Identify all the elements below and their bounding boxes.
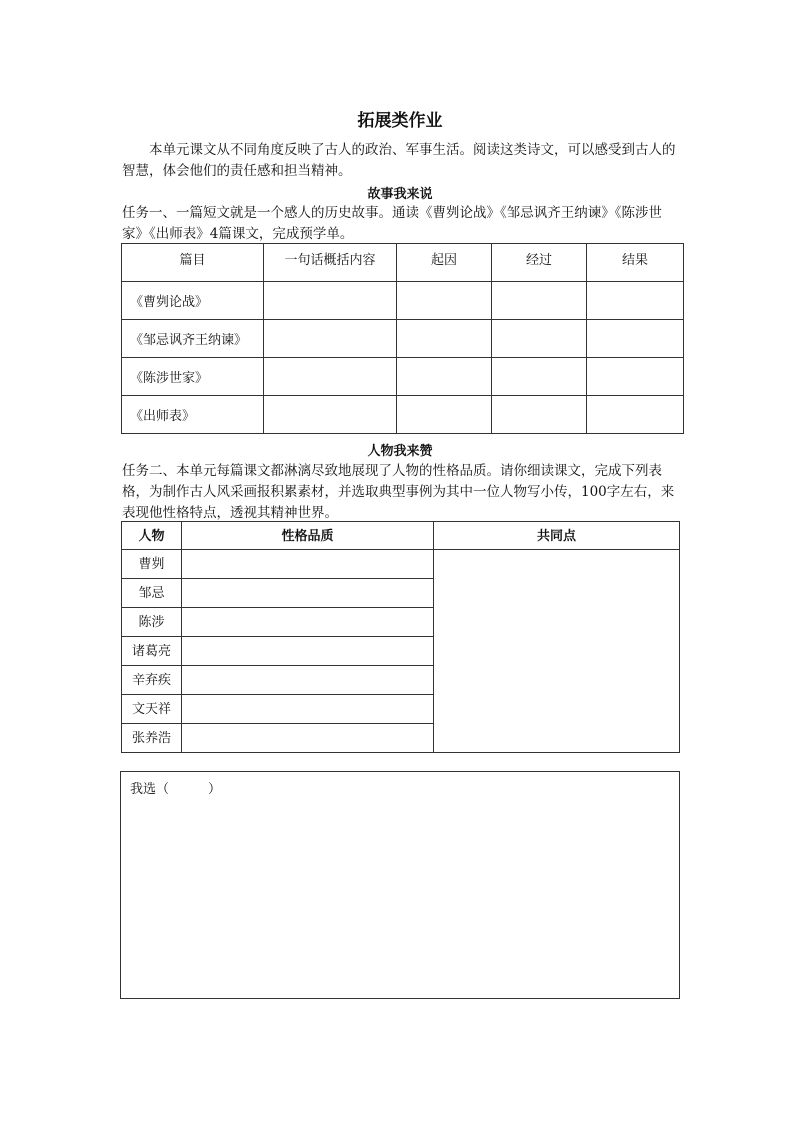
cause-cell[interactable] (397, 282, 492, 320)
col-header-summary: 一句话概括内容 (264, 244, 397, 282)
section1-heading: 故事我来说 (367, 187, 433, 202)
result-cell[interactable] (587, 396, 684, 434)
person-name: 诸葛亮 (122, 637, 182, 666)
traits-cell[interactable] (182, 695, 434, 724)
traits-cell[interactable] (182, 608, 434, 637)
common-points-cell[interactable] (434, 550, 680, 753)
col-header-cause: 起因 (397, 244, 492, 282)
row-title: 《曹刿论战》 (122, 282, 264, 320)
traits-cell[interactable] (182, 666, 434, 695)
table-row (122, 282, 684, 320)
col-header-process: 经过 (492, 244, 587, 282)
story-table (121, 243, 684, 434)
summary-cell[interactable] (264, 320, 397, 358)
col-header-result: 结果 (587, 244, 684, 282)
summary-cell[interactable] (264, 358, 397, 396)
character-table (121, 521, 680, 753)
col-header-title: 篇目 (122, 244, 264, 282)
process-cell[interactable] (492, 396, 587, 434)
task1-text: 任务一、一篇短文就是一个感人的历史故事。通读《曹刿论战》《邹忌讽齐王纳谏》《陈涉世家》《出师表》4篇课文，完成预学单。 (122, 205, 662, 242)
person-name: 曹刿 (122, 550, 182, 579)
task2-text: 任务二、本单元每篇课文都淋漓尽致地展现了人物的性格品质。请你细读课文，完成下列表格，为制作古人风采画报积累素材，并选取典型事例为其中一位人物写小传，100字左右，来表现他性格特点，透视其精神世界。 (122, 463, 675, 521)
col-header-traits: 性格品质 (182, 522, 434, 550)
section2-heading: 人物我来赞 (367, 444, 433, 459)
cause-cell[interactable] (397, 396, 492, 434)
col-header-person: 人物 (122, 522, 182, 550)
row-title: 《邹忌讽齐王纳谏》 (122, 320, 264, 358)
table-row (122, 396, 684, 434)
row-title: 《陈涉世家》 (122, 358, 264, 396)
traits-cell[interactable] (182, 637, 434, 666)
table-row (122, 320, 684, 358)
cause-cell[interactable] (397, 320, 492, 358)
cause-cell[interactable] (397, 358, 492, 396)
row-title: 《出师表》 (122, 396, 264, 434)
process-cell[interactable] (492, 282, 587, 320)
traits-cell[interactable] (182, 579, 434, 608)
person-name: 文天祥 (122, 695, 182, 724)
intro-paragraph: 本单元课文从不同角度反映了古人的政治、军事生活。阅读这类诗文，可以感受到古人的智慧，体会他们的责任感和担当精神。 (122, 142, 676, 179)
traits-cell[interactable] (182, 724, 434, 753)
result-cell[interactable] (587, 282, 684, 320)
person-name: 张养浩 (122, 724, 182, 753)
result-cell[interactable] (587, 358, 684, 396)
table-row (122, 358, 684, 396)
process-cell[interactable] (492, 320, 587, 358)
summary-cell[interactable] (264, 396, 397, 434)
page-title: 拓展类作业 (357, 111, 443, 131)
result-cell[interactable] (587, 320, 684, 358)
col-header-common: 共同点 (434, 522, 680, 550)
traits-cell[interactable] (182, 550, 434, 579)
choice-label: 我选（ ） (130, 782, 222, 797)
person-name: 邹忌 (122, 579, 182, 608)
process-cell[interactable] (492, 358, 587, 396)
person-name: 陈涉 (122, 608, 182, 637)
biography-writing-box[interactable] (120, 771, 680, 999)
table-row (122, 550, 680, 579)
person-name: 辛弃疾 (122, 666, 182, 695)
summary-cell[interactable] (264, 282, 397, 320)
